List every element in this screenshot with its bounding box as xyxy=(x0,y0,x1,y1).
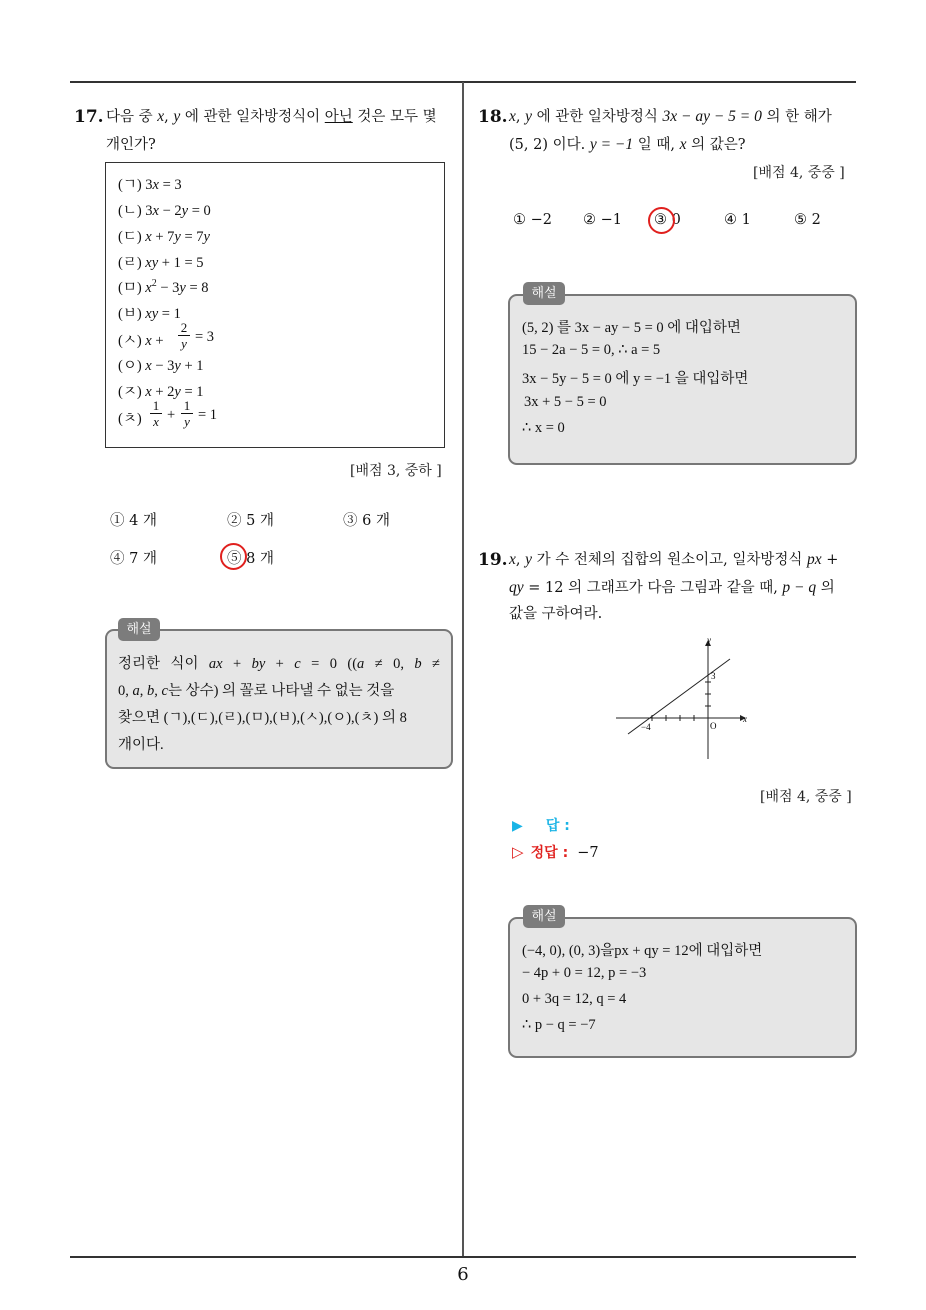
y-axis-label: y xyxy=(707,635,711,645)
q17-solution-line4: 개이다. xyxy=(118,737,164,753)
q19-solution-tag: 해설 xyxy=(523,905,565,928)
q18-solution-tag: 해설 xyxy=(523,282,565,305)
q18-number: 18. xyxy=(478,107,508,127)
q17-question-line2: 개인가? xyxy=(106,137,156,153)
q17-condition-8: (ㅇ) x − 3y + 1 xyxy=(118,358,204,374)
q19-number: 19. xyxy=(478,550,508,570)
q19-solution-line1: (−4, 0), (0, 3)을px + qy = 12에 대입하면 xyxy=(522,943,763,959)
q17-choice-1[interactable]: ① 4 개 xyxy=(110,513,157,529)
q19-correct-row xyxy=(512,842,599,862)
q19-answer-row xyxy=(512,815,570,835)
q18-choice-1[interactable]: ① −2 xyxy=(513,212,552,228)
answer-label: 답 : xyxy=(545,818,570,834)
q17-solution-line3: 찾으면 (ㄱ),(ㄷ),(ㄹ),(ㅁ),(ㅂ),(ㅅ),(ㅇ),(ㅊ) 의 8 xyxy=(118,710,407,726)
origin-label: O xyxy=(710,721,717,731)
q18-question-line1: x, y 에 관한 일차방정식 3x − ay − 5 = 0 의 한 해가 xyxy=(509,108,832,125)
column-divider xyxy=(462,82,464,1258)
q17-choice-4[interactable]: ④ 7 개 xyxy=(110,551,157,567)
correct-label: 정답 : xyxy=(530,845,569,861)
q18-choice-2[interactable]: ② −1 xyxy=(583,212,622,228)
q17-score: [배점 3, 중하 ] xyxy=(350,463,442,479)
q18-solution-line2: 15 − 2a − 5 = 0, ∴ a = 5 xyxy=(522,342,661,358)
q17-condition-2: (ㄴ) 3x − 2y = 0 xyxy=(118,203,211,219)
q17-condition-9: (ㅈ) x + 2y = 1 xyxy=(118,384,204,400)
q17-choice-5[interactable]: ⑤ 8 개 xyxy=(227,551,274,567)
correct-value: −7 xyxy=(577,845,599,861)
x-axis-label: x xyxy=(743,714,747,724)
q17-choice-3[interactable]: ③ 6 개 xyxy=(343,513,390,529)
q17-number: 17. xyxy=(74,107,104,127)
q17-solution-line2: 0, a, b, c는 상수) 의 꼴로 나타낼 수 없는 것을 xyxy=(118,683,395,699)
q17-condition-3: (ㄷ) x + 7y = 7y xyxy=(118,229,210,245)
x-axis xyxy=(616,715,746,721)
q18-choice-3[interactable]: ③ 0 xyxy=(654,212,681,228)
bottom-rule xyxy=(70,1256,856,1258)
q18-solution-line4: 3x + 5 − 5 = 0 xyxy=(524,394,607,410)
q17-solution-line1: 정리한 식이 ax + by + c = 0 ((a ≠ 0, b ≠ xyxy=(118,656,440,672)
x-intercept-label: −4 xyxy=(641,722,651,732)
page-number: 6 xyxy=(457,1264,469,1285)
q19-solution-line2: − 4p + 0 = 12, p = −3 xyxy=(522,965,647,981)
q17-condition-5: (ㅁ) $x^2 - 3y = 8$ xyxy=(118,278,209,296)
q19-score: [배점 4, 중중 ] xyxy=(760,789,852,805)
q18-selected-circle-mark xyxy=(648,207,675,234)
q18-question-line2: (5, 2) 이다. y = −1 일 때, x 의 값은? xyxy=(509,136,746,153)
q17-choice-2[interactable]: ② 5 개 xyxy=(227,513,274,529)
q18-solution-line1: (5, 2) 를 3x − ay − 5 = 0 에 대입하면 xyxy=(522,320,741,336)
q18-choice-5[interactable]: ⑤ 2 xyxy=(794,212,821,228)
q17-selected-circle-mark xyxy=(220,543,247,570)
q19-question-line1: x, y 가 수 전체의 집합의 원소이고, 일차방정식 px + xyxy=(509,551,839,568)
q19-solution-line4: ∴ p − q = −7 xyxy=(522,1017,596,1033)
q17-condition-6: (ㅂ) xy = 1 xyxy=(118,306,181,322)
q17-solution-tag: 해설 xyxy=(118,618,160,641)
correct-marker-icon: ▷ xyxy=(512,843,524,861)
q18-choice-4[interactable]: ④ 1 xyxy=(724,212,751,228)
q19-graph xyxy=(612,634,752,762)
q19-question-line2: qy = 12 의 그래프가 다음 그림과 같을 때, p − q 의 xyxy=(509,579,835,596)
q18-score: [배점 4, 중중 ] xyxy=(753,165,845,181)
answer-marker-icon: ▶ xyxy=(512,818,523,834)
q19-question-line3: 값을 구하여라. xyxy=(509,606,603,622)
q17-condition-1: (ㄱ) 3x = 3 xyxy=(118,177,182,193)
q18-solution-line3: 3x − 5y − 5 = 0 에 y = −1 을 대입하면 xyxy=(522,371,749,387)
y-axis xyxy=(705,640,711,759)
q19-solution-line3: 0 + 3q = 12, q = 4 xyxy=(522,991,627,1007)
y-intercept-label: 3 xyxy=(711,671,716,681)
q17-condition-4: (ㄹ) xy + 1 = 5 xyxy=(118,255,204,271)
q18-solution-line5: ∴ x = 0 xyxy=(522,420,565,436)
q17-question-line1: 다음 중 x, y 에 관한 일차방정식이 아닌 것은 모두 몇 xyxy=(106,108,437,125)
